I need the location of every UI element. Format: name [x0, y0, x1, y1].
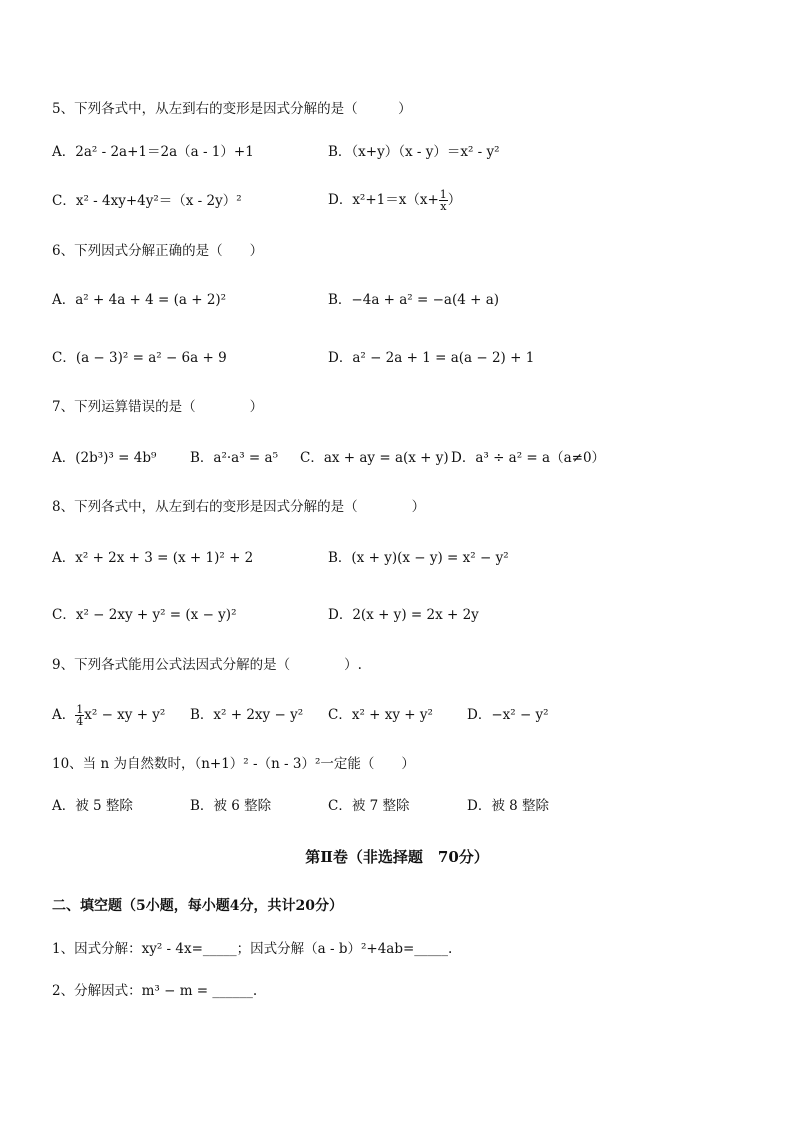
q8-stem: 8、下列各式中，从左到右的变形是因式分解的是（ ） — [52, 499, 426, 515]
q9-option-a — [52, 704, 165, 727]
q5-fraction-numerator: 1 — [439, 188, 447, 201]
fill-blank-1: 1、因式分解：xy² - 4x=_____；因式分解（a - b）²+4ab=_____. — [52, 941, 453, 957]
q9-option-a-suffix: x² − xy + y² — [84, 707, 166, 723]
q5-option-d-prefix: D．x²+1＝x（x+ — [328, 192, 439, 208]
q5-option-b: B．（x+y）（x - y）＝x² - y² — [328, 144, 500, 160]
q6-option-c: C．(a − 3)² = a² − 6a + 9 — [52, 350, 227, 366]
q9-option-c: C．x² + xy + y² — [328, 707, 433, 723]
q8-option-a: A．x² + 2x + 3 = (x + 1)² + 2 — [52, 550, 254, 566]
q5-fraction — [439, 189, 448, 212]
q6-option-b: B．−4a + a² = −a(4 + a) — [328, 292, 500, 308]
q9-option-a-prefix: A． — [52, 707, 76, 723]
q9-stem: 9、下列各式能用公式法因式分解的是（ ）. — [52, 657, 362, 673]
q10-option-d: D．被 8 整除 — [467, 798, 549, 814]
q8-option-c: C．x² − 2xy + y² = (x − y)² — [52, 607, 237, 623]
q7-option-a: A．(2b³)³ = 4b⁹ — [52, 450, 157, 466]
q6-option-d: D．a² − 2a + 1 = a(a − 2) + 1 — [328, 350, 535, 366]
q5-option-d-suffix: ） — [447, 192, 462, 208]
q9-fraction-numerator: 1 — [76, 703, 84, 716]
q7-option-b: B．a²·a³ = a⁵ — [190, 450, 278, 466]
q7-stem: 7、下列运算错误的是（ ） — [52, 399, 264, 415]
fill-blank-part-title: 二、填空题（5小题，每小题4分，共计20分） — [52, 898, 343, 914]
q9-option-d: D．−x² − y² — [467, 707, 549, 723]
q6-option-a: A．a² + 4a + 4 = (a + 2)² — [52, 292, 227, 308]
q10-option-a: A．被 5 整除 — [52, 798, 133, 814]
q10-option-c: C．被 7 整除 — [328, 798, 410, 814]
q5-option-c: C．x² - 4xy+4y²＝（x - 2y）² — [52, 193, 242, 209]
section-ii-title: 第Ⅱ卷（非选择题 70分） — [305, 848, 489, 866]
q5-option-a: A．2a² - 2a+1＝2a（a - 1）+1 — [52, 144, 254, 160]
q10-stem: 10、当 n 为自然数时，（n+1）² -（n - 3）²一定能（ ） — [52, 756, 415, 772]
fill-blank-2: 2、分解因式：m³ − m = ______. — [52, 983, 258, 999]
q9-option-b: B．x² + 2xy − y² — [190, 707, 304, 723]
q8-option-d: D．2(x + y) = 2x + 2y — [328, 607, 479, 623]
q5-fraction-denominator: x — [440, 200, 447, 213]
q7-option-d: D．a³ ÷ a² = a（a≠0） — [451, 450, 606, 466]
q5-option-d — [328, 189, 461, 212]
q9-fraction — [75, 704, 84, 727]
q10-option-b: B．被 6 整除 — [190, 798, 272, 814]
q8-option-b: B．(x + y)(x − y) = x² − y² — [328, 550, 509, 566]
q5-stem: 5、下列各式中，从左到右的变形是因式分解的是（ ） — [52, 101, 412, 117]
q9-fraction-denominator: 4 — [76, 715, 84, 728]
q6-stem: 6、下列因式分解正确的是（ ） — [52, 243, 264, 259]
q7-option-c: C．ax + ay = a(x + y) — [300, 450, 449, 466]
